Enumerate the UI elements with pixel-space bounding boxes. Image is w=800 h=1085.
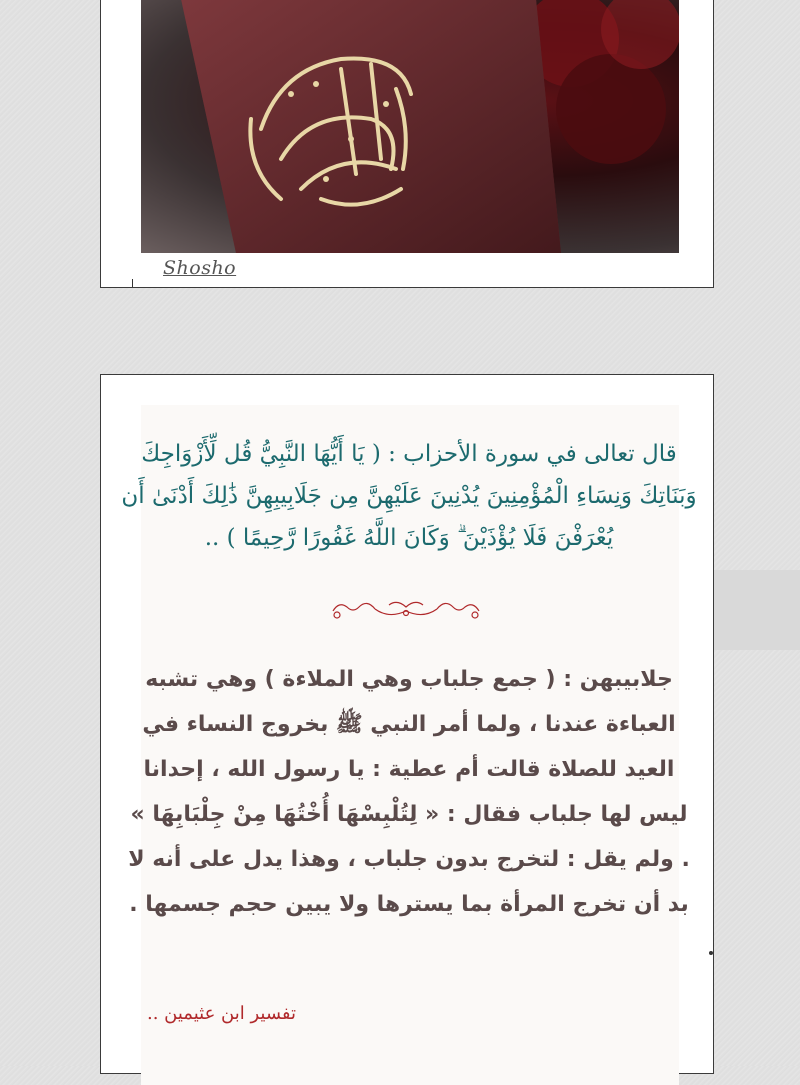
- source-citation: تفسير ابن عثيمين ..: [147, 1003, 297, 1024]
- side-shadow: [714, 570, 800, 650]
- signature-watermark: Shosho: [163, 257, 237, 279]
- quran-verse-text: قال تعالى في سورة الأحزاب : ( يَا أَيُّهَا النَّبِيُّ قُل لِّأَزْوَاجِكَ وَبَنَاتِكَ وَنِسَاءِ الْمُؤْمِنِينَ يُدْنِينَ عَلَيْهِنَّ مِن جَلَابِيبِهِنَّ ذَٰلِكَ أَدْنَىٰ أَن يُعْرَفْنَ فَلَا يُؤْذَيْنَ ۗ وَكَانَ اللَّهُ غَفُورًا رَّحِيمًا ) ..: [121, 441, 697, 551]
- explanation-text: جلابيبهن : ( جمع جلباب وهي الملاءة ) وهي تشبه العباءة عندنا ، ولما أمر النبي ﷺ بخروج النساء في العيد للصلاة قالت أم عطية : يا رسول الله ، إحدانا ليس لها جلباب فقال : « لِتُلْبِسْهَا أُخْتُهَا مِنْ جِلْبَابِهَا » . ولم يقل : لتخرج بدون جلباب ، وهذا يدل على أنه لا بد أن تخرج المرأة بما يسترها ولا يبين حجم جسمها .: [128, 667, 690, 917]
- tick-mark: [132, 279, 133, 287]
- verse-card: [100, 374, 714, 1074]
- ornament-divider: [329, 597, 483, 625]
- dot-mark: [709, 951, 713, 955]
- quran-image-card: [100, 0, 714, 288]
- quran-book-photo: [141, 0, 679, 253]
